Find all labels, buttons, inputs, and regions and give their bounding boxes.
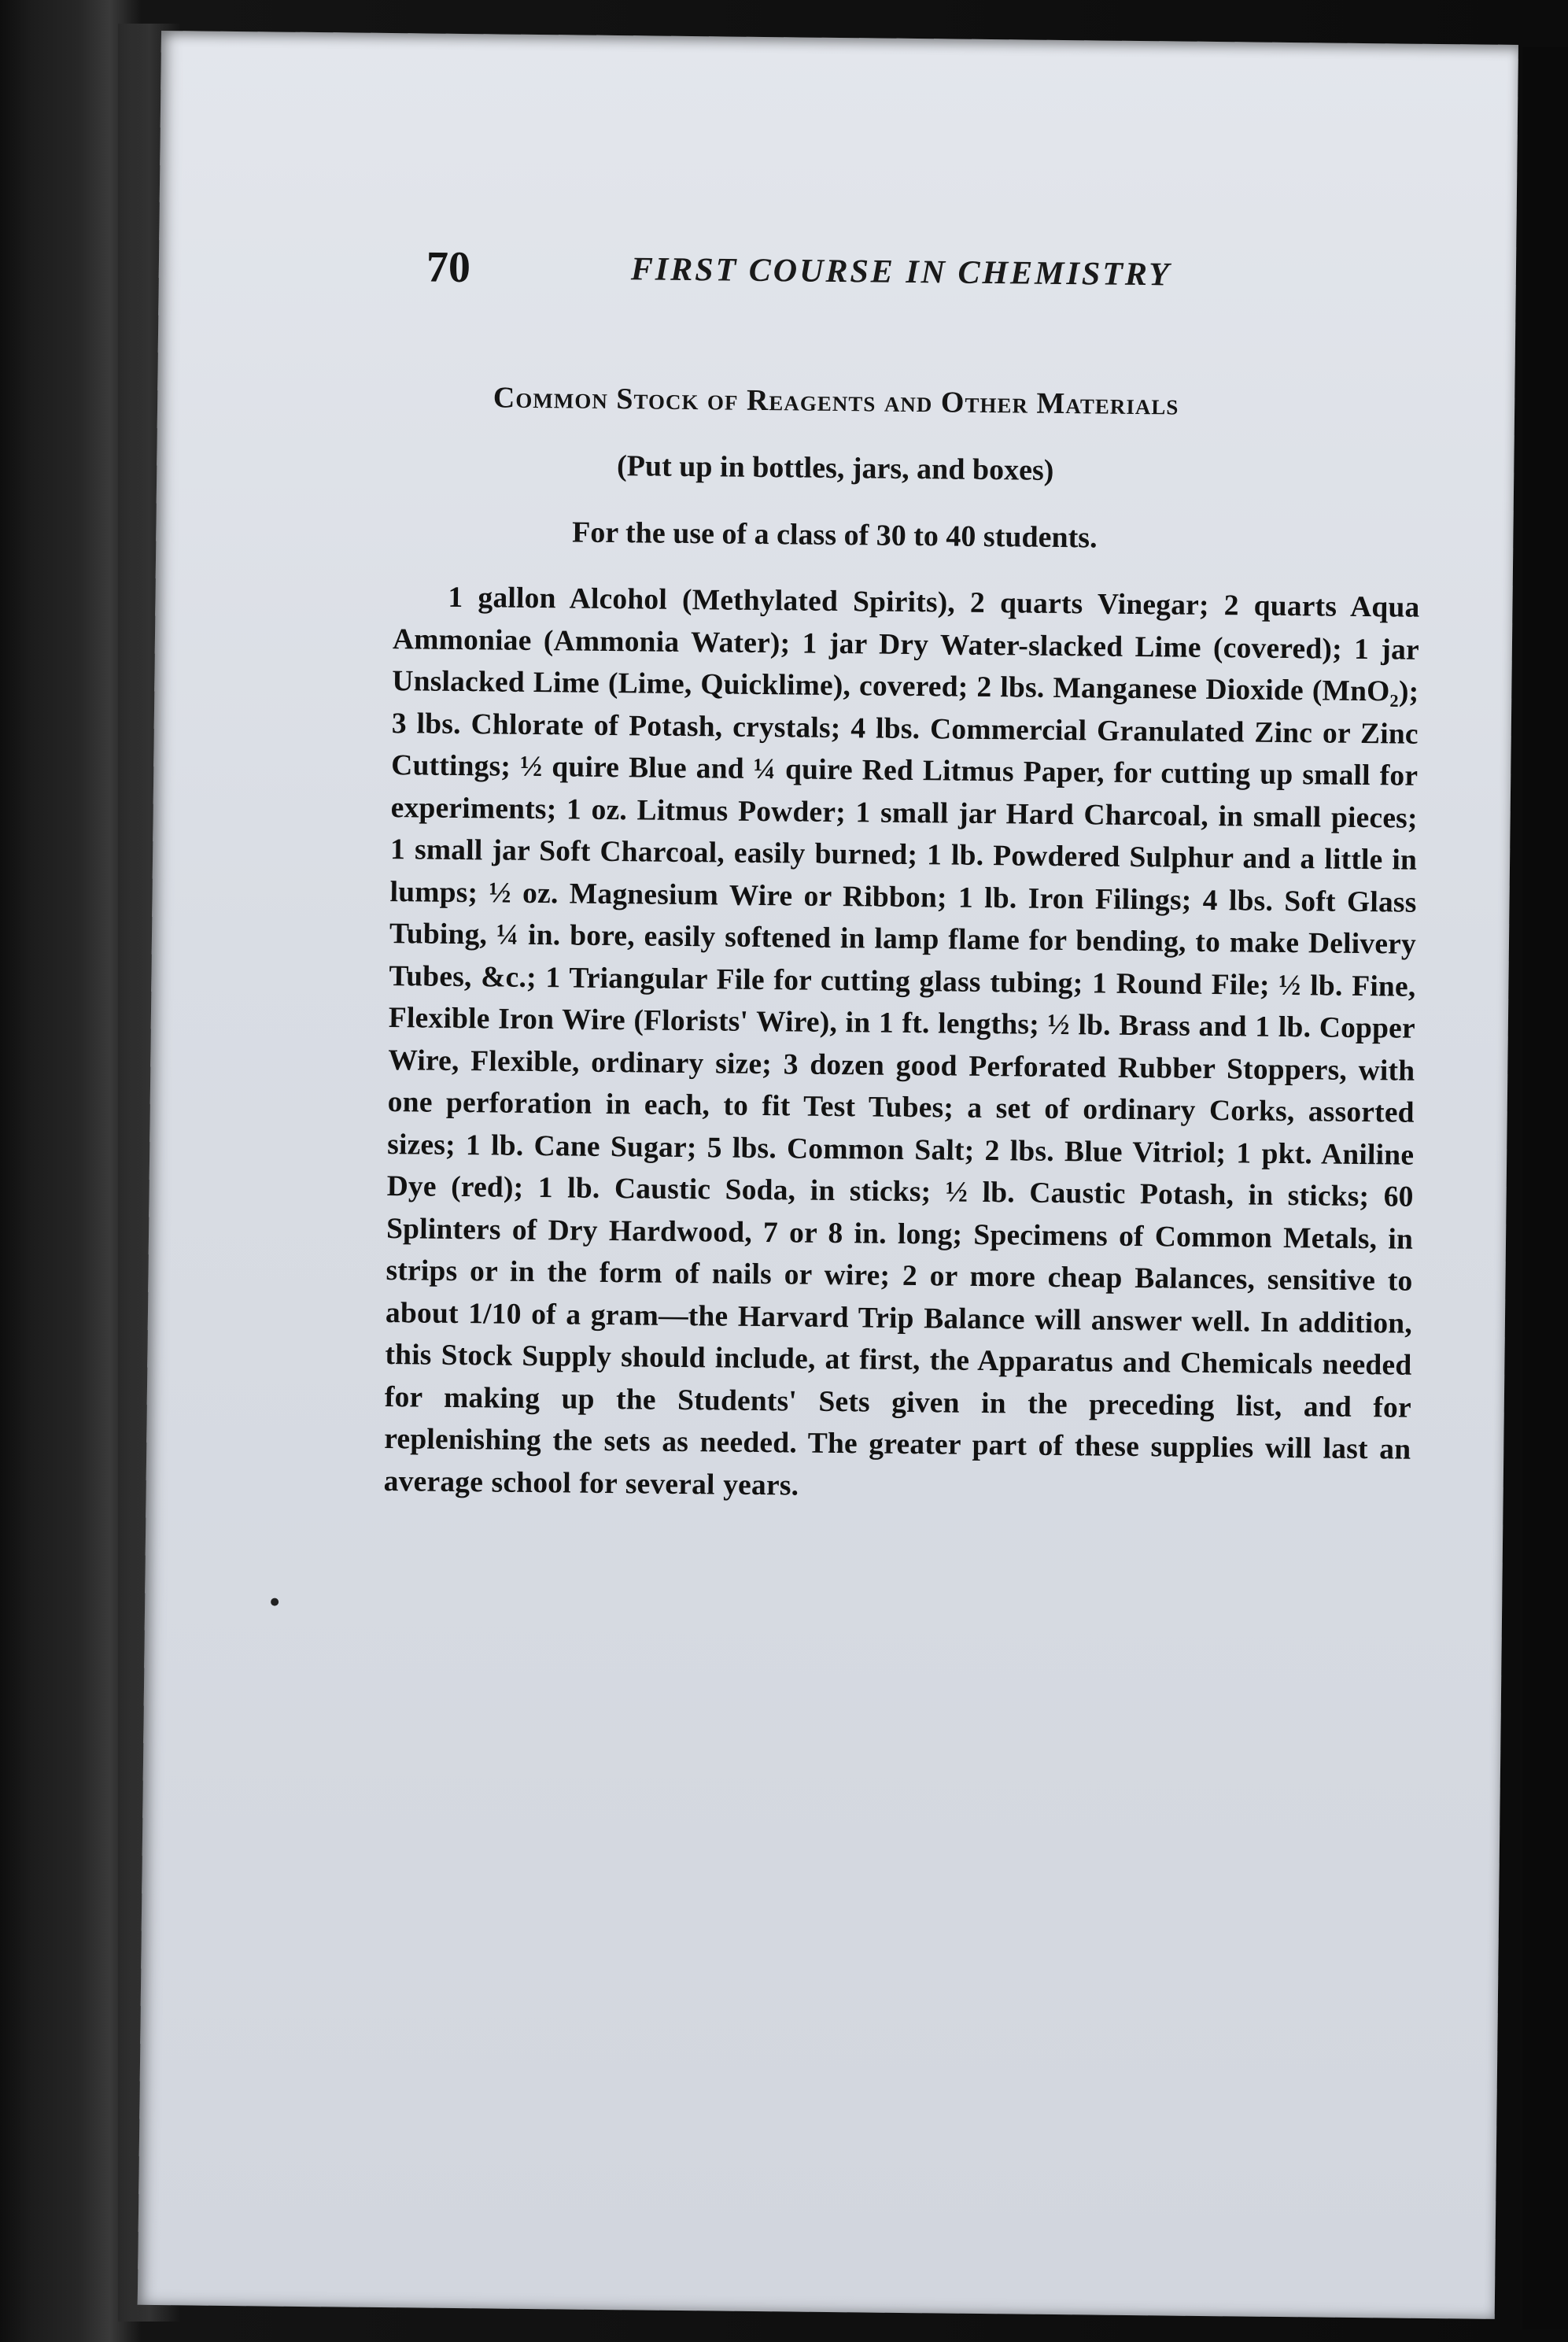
page-number: 70 (426, 242, 471, 293)
scan-speck (271, 1598, 279, 1606)
body-paragraph: 1 gallon Alcohol (Methylated Spirits), 2 quarts Vinegar; 2 quarts Aqua Ammoniae (Ammonia Water); 1 jar Dry Water-slacked Lime (covered); 1 jar Unslacked Lime (Lime, Quicklime), covered; 2 lbs. Manganese Dioxide (MnO₂); 3 lbs. Chlorate of Potash, crystals; 4 lbs. Commercial Granulated Zinc or Zinc Cuttings; ½ quire Blue and ¼ quire Red Litmus Paper, for cutting up small for experiments; 1 oz. Litmus Powder; 1 small jar Hard Charcoal, in small pieces; 1 small jar Soft Charcoal, easily burned; 1 lb. Powdered Sulphur and a little in lumps; ½ oz. Magnesium Wire or Ribbon; 1 lb. Iron Filings; 4 lbs. Soft Glass Tubing, ¼ in. bore, easily softened in lamp flame for bending, to make Delivery Tubes, &c.; 1 Triangular File for cutting glass tubing; 1 Round File; ½ lb. Fine, Flexible Iron Wire (Florists' Wire), in 1 ft. lengths; ½ lb. Brass and 1 lb. Copper Wire, Flexible, ordinary size; 3 dozen good Perforated Rubber Stoppers, with one perforation in each, to fit Test Tubes; a set of ordinary Corks, assorted sizes; 1 lb. Cane Sugar; 5 lbs. Common Salt; 2 lbs. Blue Vitriol; 1 pkt. Aniline Dye (red); 1 lb. Caustic Soda, in sticks; ½ lb. Caustic Potash, in sticks; 60 Splinters of Dry Hardwood, 7 or 8 in. long; Specimens of Common Metals, in strips or in the form of nails or wire; 2 or more cheap Balances, sensitive to about 1/10 of a gram—the Harvard Trip Balance will answer well. In addition, this Stock Supply should include, at first, the Apparatus and Chemicals needed for making up the Students' Sets given in the preceding list, and for replenishing the sets as needed. The greater part of these supplies will last an average school for several years. (383, 581, 1420, 1502)
scan-right-edge (1522, 47, 1568, 2329)
section-title: Common Stock of Reagents and Other Materials (493, 381, 1179, 422)
running-title: FIRST COURSE IN CHEMISTRY (630, 251, 1172, 294)
page-header (426, 242, 1418, 323)
section-audience-note: For the use of a class of 30 to 40 students. (571, 515, 1098, 555)
section-subtitle: (Put up in bottles, jars, and boxes) (616, 449, 1054, 487)
book-page (138, 31, 1518, 2319)
